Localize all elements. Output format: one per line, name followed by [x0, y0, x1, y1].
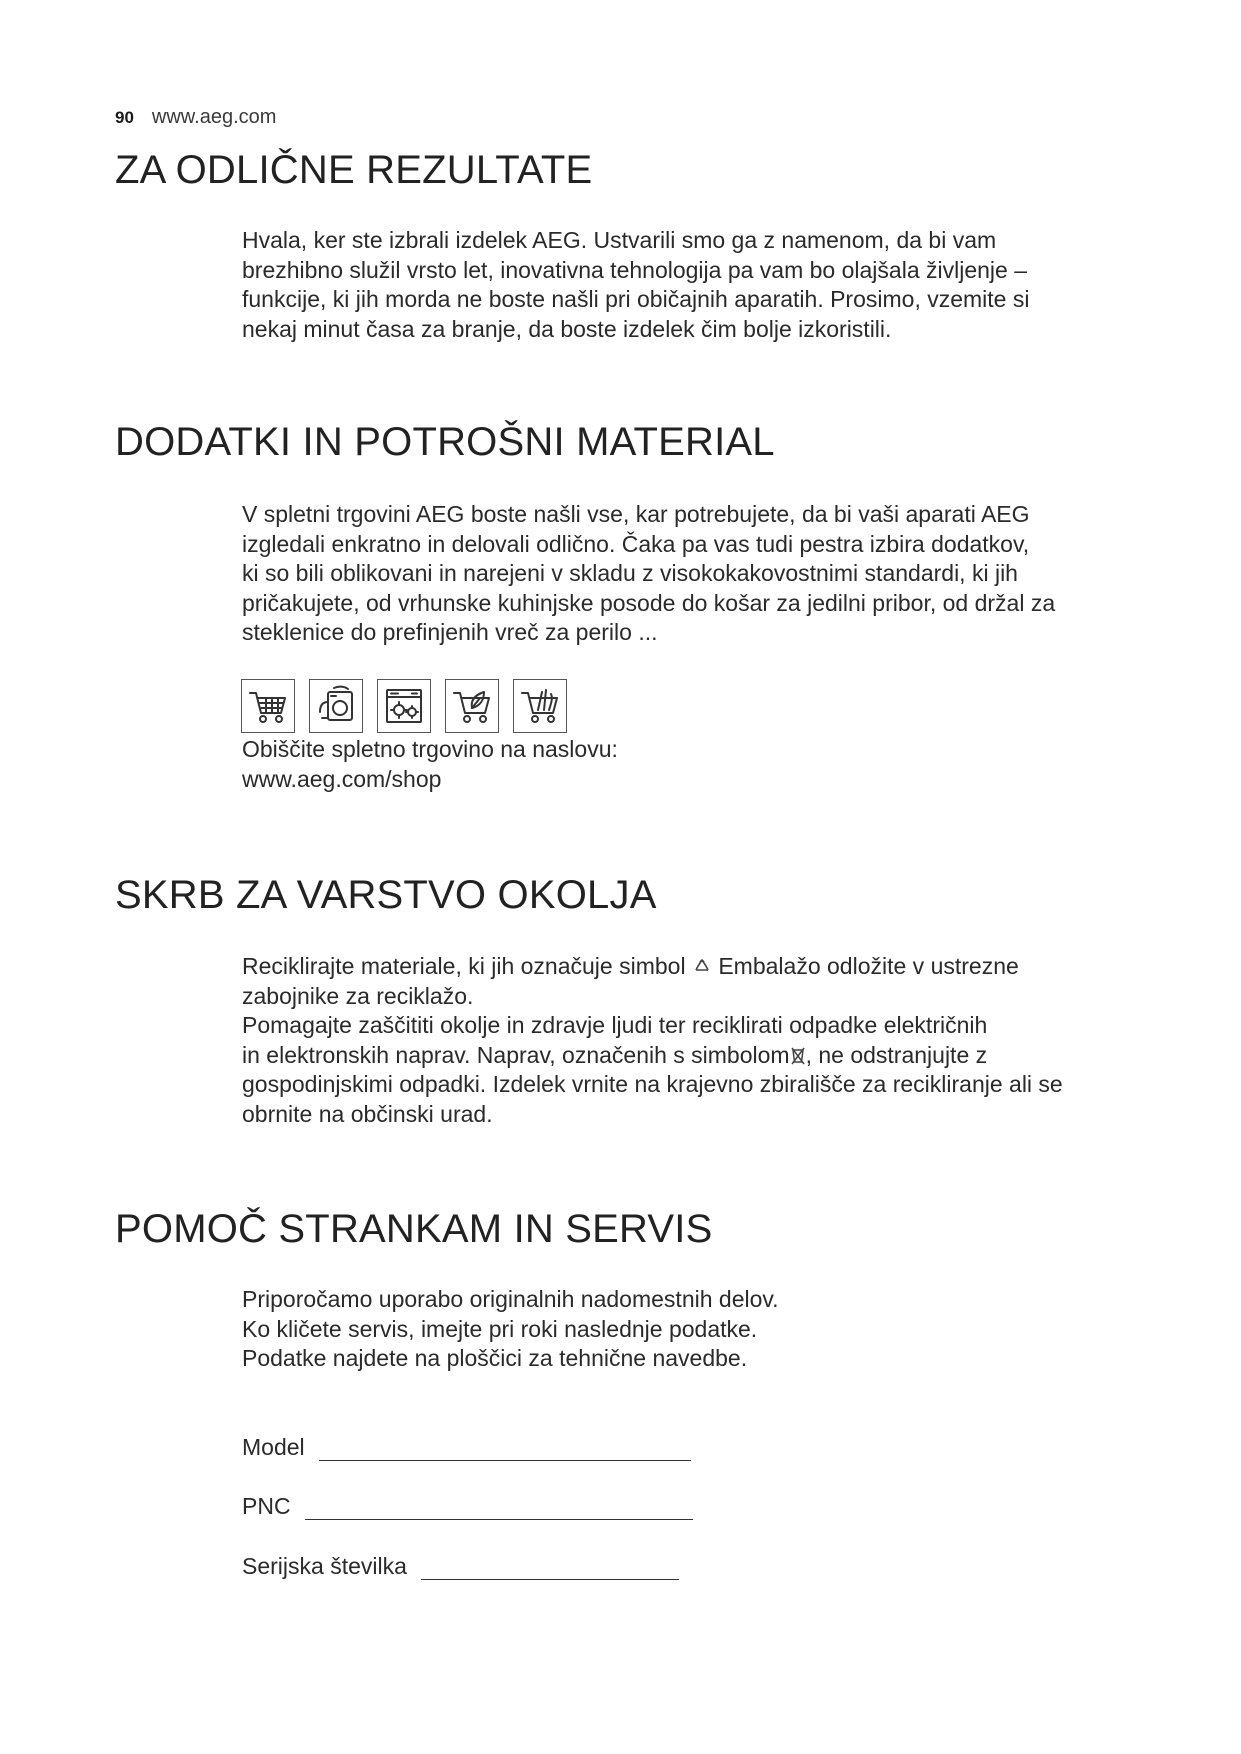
- model-field-row: [242, 1434, 691, 1461]
- recycle-icon: [692, 957, 712, 977]
- text-line: gospodinjskimi odpadki. Izdelek vrnite na krajevno zbirališče za recikliranje ali se: [242, 1071, 1063, 1097]
- text-line: pričakujete, od vrhunske kuhinjske posode do košar za jedilni pribor, od držal za: [242, 589, 1056, 616]
- shopping-cart-icon: [241, 679, 295, 733]
- text-line: brezhibno služil vrsto let, inovativna tehnologija pa vam bo olajšala življenje –: [242, 256, 1027, 283]
- page-number: 90: [115, 108, 134, 127]
- pnc-label: PNC: [242, 1493, 291, 1519]
- accessories-paragraph: [242, 500, 1142, 648]
- shop-visit-block: [242, 735, 1142, 794]
- serial-label: Serijska številka: [242, 1553, 407, 1579]
- cart-leaf-icon: [445, 679, 499, 733]
- text-line: Hvala, ker ste izbrali izdelek AEG. Ustvarili smo ga z namenom, da bi vam: [242, 227, 997, 253]
- text-line: zabojnike za reciklažo.: [242, 982, 474, 1009]
- text-line: [242, 1041, 1142, 1071]
- text-line: Ko kličete servis, imejte pri roki naslednje podatke.: [242, 1315, 758, 1342]
- text-line: V spletni trgovini AEG boste našli vse, kar potrebujete, da bi vaši aparati AEG: [242, 501, 1030, 527]
- environment-paragraph: [242, 952, 1142, 1129]
- text-fragment: in elektronskih naprav. Naprav, označenih s simbolom: [242, 1041, 790, 1068]
- appliance-settings-icon: [377, 679, 431, 733]
- pnc-field-row: [242, 1493, 693, 1520]
- serial-field[interactable]: [421, 1555, 679, 1580]
- text-line: Priporočamo uporabo originalnih nadomestnih delov.: [242, 1286, 779, 1312]
- text-line: Pomagajte zaščititi okolje in zdravje ljudi ter reciklirati odpadke električnih: [242, 1012, 988, 1038]
- model-field[interactable]: [319, 1436, 691, 1461]
- header-url[interactable]: www.aeg.com: [151, 106, 277, 128]
- section-title-accessories: DODATKI IN POTROŠNI MATERIAL: [115, 420, 775, 464]
- text-line: funkcije, ki jih morda ne boste našli pri običajnih aparatih. Prosimo, vzemite si: [242, 286, 1030, 312]
- text-fragment: Embalažo odložite v ustrezne: [718, 953, 1019, 979]
- crossed-bin-icon: [790, 1046, 806, 1066]
- washing-machine-icon: [309, 679, 363, 733]
- cart-tools-icon: [513, 679, 567, 733]
- section-title-environment: SKRB ZA VARSTVO OKOLJA: [115, 873, 657, 917]
- text-line: izgledali enkratno in delovali odlično. Čaka pa vas tudi pestra izbira dodatkov,: [242, 530, 1030, 557]
- model-label: Model: [242, 1434, 305, 1460]
- text-line: ki so bili oblikovani in narejeni v skladu z visokokakovostnimi standardi, ki jih: [242, 560, 1018, 586]
- serial-field-row: [242, 1553, 679, 1580]
- text-line: nekaj minut časa za branje, da boste izdelek čim bolje izkoristili.: [242, 315, 892, 342]
- service-paragraph: [242, 1285, 1142, 1374]
- shop-icons-row: [241, 679, 567, 733]
- text-line: obrnite na občinski urad.: [242, 1100, 493, 1127]
- results-paragraph: [242, 226, 1142, 344]
- text-line: Podatke najdete na ploščici za tehnične navedbe.: [242, 1345, 748, 1371]
- section-title-results: ZA ODLIČNE REZULTATE: [115, 148, 593, 192]
- text-fragment: Reciklirajte materiale, ki jih označuje simbol: [242, 953, 686, 979]
- page-header: [115, 106, 276, 136]
- section-title-service: POMOČ STRANKAM IN SERVIS: [115, 1207, 713, 1251]
- visit-text: Obiščite spletno trgovino na naslovu:: [242, 736, 618, 762]
- text-fragment: , ne odstranjujte z: [805, 1041, 988, 1068]
- text-line: [242, 952, 1142, 982]
- text-line: steklenice do prefinjenih vreč za perilo ...: [242, 619, 658, 645]
- pnc-field[interactable]: [305, 1495, 693, 1520]
- shop-link[interactable]: www.aeg.com/shop: [242, 765, 442, 792]
